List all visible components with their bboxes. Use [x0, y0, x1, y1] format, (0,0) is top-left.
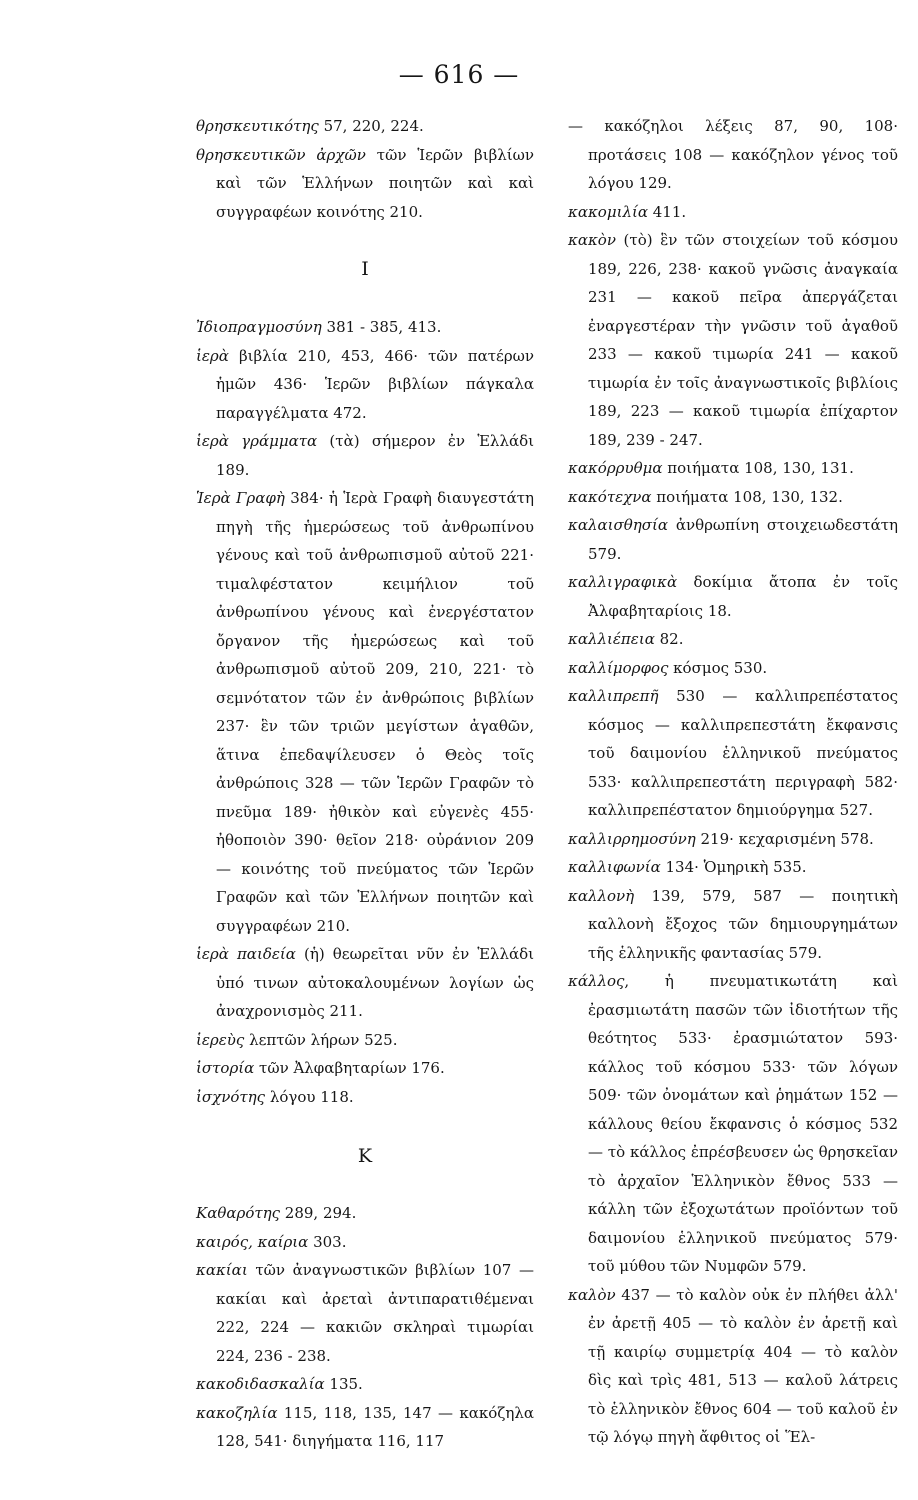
- left-column: [196, 112, 534, 1456]
- index-entry: [196, 342, 534, 428]
- headword: κακὸν: [568, 231, 616, 249]
- headword: καλλίμορφος: [568, 658, 669, 677]
- headword: καιρός, καίρια: [196, 1232, 309, 1251]
- index-entry: [568, 226, 898, 454]
- entry-text: 303.: [308, 1232, 347, 1251]
- entry-text: βιβλία 210, 453, 466· τῶν πατέρων ἡμῶν 436· Ἱερῶν βιβλίων πάγκαλα παραγγέλματα 472.: [216, 346, 534, 422]
- index-entry: [568, 967, 898, 1281]
- index-entry: [196, 1256, 534, 1370]
- section-letter: I: [361, 258, 369, 280]
- index-entry: [568, 511, 898, 568]
- entry-text: 411.: [647, 202, 687, 221]
- headword: ἰσχνότης: [196, 1087, 266, 1106]
- headword: κακίαι: [196, 1261, 248, 1279]
- headword: κακομιλία: [568, 202, 648, 221]
- index-entry: [568, 625, 898, 654]
- index-entry: [568, 853, 898, 882]
- entry-text: ἀνθρωπίνη στοιχειωδεστάτη 579.: [588, 516, 898, 563]
- headword: ἱερὰ παιδεία: [196, 945, 296, 963]
- headword: Ἱερὰ Γραφὴ: [196, 489, 285, 507]
- entry-text: ποιήματα 108, 130, 132.: [651, 487, 843, 506]
- headword: θρησκευτικῶν ἀρχῶν: [196, 145, 366, 164]
- headword: καλλιφωνία: [568, 858, 661, 876]
- index-entry: [568, 483, 898, 512]
- page-number: — 616 —: [398, 60, 520, 89]
- entry-text: λεπτῶν λήρων 525.: [244, 1030, 398, 1049]
- index-entry: [196, 940, 534, 1026]
- index-entry: [196, 1370, 534, 1399]
- entry-text: τῶν ἀναγνωστικῶν βιβλίων 107 — κακίαι καὶ ἀρεταὶ ἀντιπαρατιθέμεναι 222, 224 — κακιῶν σκληραὶ τιμωρίαι 224, 236 - 238.: [216, 1261, 534, 1365]
- index-entry: [568, 198, 898, 227]
- headword: κάλλος: [568, 972, 625, 990]
- headword: κακόρρυθμα: [568, 459, 663, 477]
- entry-text: 530 — καλλιπρεπέστατος κόσμος — καλλιπρεπεστάτη ἔκφανσις τοῦ δαιμονίου ἑλληνικοῦ πνεύματος 533· καλλιπρεπεστάτη περιγραφὴ 582· καλλιπρεπέστατον δημιούργημα 527.: [588, 687, 898, 819]
- headword: καλλονὴ: [568, 886, 635, 905]
- entry-text: 384· ἡ Ἱερὰ Γραφὴ διαυγεστάτη πηγὴ τῆς ἡμερώσεως τοῦ ἀνθρωπίνου γένους καὶ τοῦ ἀνθρωπισμοῦ αὐτοῦ 221· τιμαλφέστατον κειμήλιον τοῦ ἀνθρωπίνου γένους καὶ ἐνεργέστατον ὄργανον τῆς ἡμερώσεως καὶ τοῦ ἀνθρωπισμοῦ αὐτοῦ 209, 210, 221· τὸ σεμνότατον τῶν ἐν ἀνθρώποις βιβλίων 237· ἓν τῶν τριῶν μεγίστων ἀγαθῶν, ἅτινα ἐπεδαψίλευσεν ὁ Θεὸς τοῖς ἀνθρώποις 328 — τῶν Ἱερῶν Γραφῶν τὸ πνεῦμα 189· ἠθικὸν καὶ εὐγενὲς 455· ἠθοποιὸν 390· θεῖον 218· οὐράνιον 209 — κοινότης τοῦ πνεύματος τῶν Ἱερῶν Γραφῶν καὶ τῶν Ἑλλήνων ποιητῶν καὶ συγγραφέων 210.: [216, 489, 534, 935]
- headword: κακοδιδασκαλία: [196, 1375, 325, 1393]
- headword: καλὸν: [568, 1285, 616, 1304]
- headword: ἱστορία: [196, 1059, 255, 1077]
- entry-text: , ἡ πνευματικωτάτη καὶ ἐρασμιωτάτη πασῶν τῶν ἰδιοτήτων τῆς θεότητος 533· ἐρασμιώτατον 593· κάλλος τοῦ κόσμου 533· τῶν λόγων 509· τῶν ὀνομάτων καὶ ῥημάτων 152 — κάλλους θείου ἔκφανσις ὁ κόσμος 532 — τὸ κάλλος ἐπρέσβευσεν ὡς θρησκεῖαν τὸ ἀρχαῖον Ἑλληνικὸν ἔθνος 533 — κάλλη τῶν ἐξοχωτάτων προϊόντων τοῦ δαιμονίου ἑλληνικοῦ πνεύματος 579· τοῦ μύθου τῶν Νυμφῶν 579.: [588, 972, 898, 1275]
- entry-text: τῶν Ἱερῶν βιβλίων καὶ τῶν Ἑλλήνων ποιητῶν καὶ καὶ συγγραφέων κοινότης 210.: [216, 145, 534, 221]
- index-entry: [196, 1054, 534, 1083]
- index-entry: [196, 1083, 534, 1112]
- section-letter: Κ: [357, 1145, 373, 1167]
- entry-text: — κακόζηλοι λέξεις 87, 90, 108· προτάσεις 108 — κακόζηλον γένος τοῦ λόγου 129.: [568, 117, 898, 192]
- index-entry: [568, 882, 898, 968]
- index-entry: [196, 1026, 534, 1055]
- index-entry: [196, 1399, 534, 1456]
- entry-text: ποιήματα 108, 130, 131.: [662, 459, 854, 477]
- index-entry: [196, 427, 534, 484]
- index-entry: [196, 141, 534, 227]
- index-entry: [568, 1281, 898, 1452]
- entry-text: κόσμος 530.: [668, 658, 768, 677]
- right-column: [568, 112, 898, 1452]
- index-entry: [568, 454, 898, 483]
- headword: ἱερὰ γράμματα: [196, 432, 318, 450]
- entry-text: λόγου 118.: [265, 1087, 354, 1106]
- index-entry: [568, 568, 898, 625]
- headword: ἱερεὺς: [196, 1030, 245, 1049]
- headword: καλλιρρημοσύνη: [568, 829, 696, 848]
- entry-text: δοκίμια ἄτοπα ἐν τοῖς Ἀλφαβηταρίοις 18.: [588, 573, 898, 620]
- headword: Καθαρότης: [196, 1204, 281, 1222]
- headword: κακότεχνα: [568, 487, 652, 506]
- headword: καλαισθησία: [568, 516, 668, 534]
- entry-text: 289, 294.: [280, 1204, 357, 1222]
- entry-text: (ἡ) θεωρεῖται νῦν ἐν Ἑλλάδι ὑπό τινων αὐτοκαλουμένων λογίων ὡς ἀναχρονισμὸς 211.: [216, 945, 535, 1020]
- entry-text: 115, 118, 135, 147 — κακόζηλα 128, 541· διηγήματα 116, 117: [216, 1403, 534, 1450]
- index-entry: [568, 654, 898, 683]
- entry-text: 134· Ὁμηρικὴ 535.: [660, 858, 807, 876]
- entry-text: 139, 579, 587 — ποιητικὴ καλλονὴ ἔξοχος τῶν δημιουργημάτων τῆς ἑλληνικῆς φαντασίας 579.: [588, 886, 898, 962]
- index-entry: [568, 112, 898, 198]
- index-entry: [196, 1199, 534, 1228]
- entry-text: 219· κεχαρισμένη 578.: [695, 829, 874, 848]
- entry-text: (τὸ) ἓν τῶν στοιχείων τοῦ κόσμου 189, 226, 238· κακοῦ γνῶσις ἀναγκαία 231 — κακοῦ πεῖρα ἀπεργάζεται ἐναργεστέραν τὴν γνῶσιν τοῦ ἀγαθοῦ 233 — κακοῦ τιμωρία 241 — κακοῦ τιμωρία ἐν τοῖς ἀναγνωστικοῖς βιβλίοις 189, 223 — κακοῦ τιμωρία ἐπίχαρτον 189, 239 - 247.: [588, 231, 898, 449]
- entry-text: 437 — τὸ καλὸν οὐκ ἐν πλήθει ἀλλ' ἐν ἀρετῇ 405 — τὸ καλὸν ἐν ἀρετῇ καὶ τῇ καιρίῳ συμμετρίᾳ 404 — τὸ καλὸν δὶς καὶ τρὶς 481, 513 — καλοῦ λάτρεις τὸ ἑλληνικὸν ἔθνος 604 — τοῦ καλοῦ ἐν τῷ λόγῳ πηγὴ ἄφθιτος οἱ Ἕλ-: [588, 1285, 898, 1446]
- index-entry: [196, 112, 534, 141]
- headword: Ἰδιοπραγμοσύνη: [196, 318, 322, 336]
- index-entry: [196, 484, 534, 940]
- headword: καλλιέπεια: [568, 630, 655, 648]
- headword: καλλιπρεπῆ: [568, 687, 659, 705]
- entry-text: 82.: [654, 630, 684, 648]
- headword: κακοζηλία: [196, 1403, 278, 1422]
- entry-text: (τὰ) σήμερον ἐν Ἑλλάδι 189.: [216, 432, 534, 479]
- index-entry: [196, 1228, 534, 1257]
- entry-text: τῶν Ἀλφαβηταρίων 176.: [254, 1059, 445, 1077]
- entry-text: 381 - 385, 413.: [321, 318, 442, 336]
- headword: θρησκευτικότης: [196, 117, 319, 135]
- index-entry: [196, 313, 534, 342]
- entry-text: 135.: [324, 1375, 363, 1393]
- entry-text: 57, 220, 224.: [318, 117, 424, 135]
- headword: ἱερὰ: [196, 346, 229, 365]
- index-entry: [568, 682, 898, 825]
- headword: καλλιγραφικὰ: [568, 573, 678, 591]
- index-entry: [568, 825, 898, 854]
